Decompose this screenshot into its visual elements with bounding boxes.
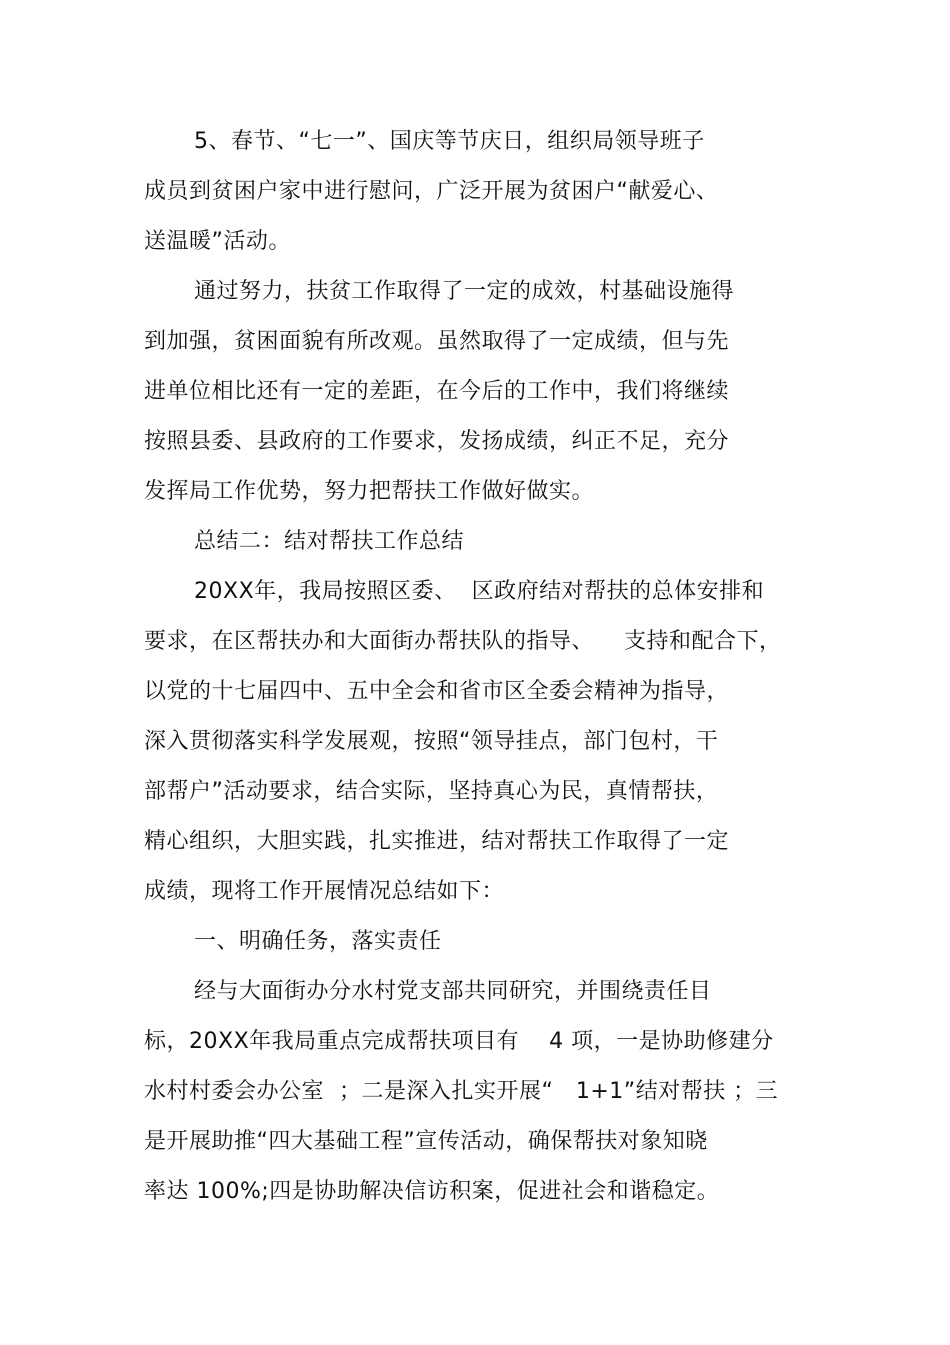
paragraph-line: 20XX年，我局按照区委、 区政府结对帮扶的总体安排和 bbox=[194, 579, 765, 604]
paragraph-line: 送温暖”活动。 bbox=[144, 229, 291, 254]
paragraph-line: 率达 100%;四是协助解决信访积案，促进社会和谐稳定。 bbox=[144, 1179, 720, 1204]
paragraph-line: 部帮户”活动要求，结合实际，坚持真心为民，真情帮扶， bbox=[144, 779, 719, 804]
paragraph-line: 是开展助推“四大基础工程”宣传活动，确保帮扶对象知晓 bbox=[144, 1129, 708, 1154]
paragraph-line: 精心组织，大胆实践，扎实推进，结对帮扶工作取得了一定 bbox=[144, 829, 730, 854]
paragraph-line: 5、春节、“七一”、国庆等节庆日，组织局领导班子 bbox=[194, 129, 705, 154]
paragraph-line: 发挥局工作优势，努力把帮扶工作做好做实。 bbox=[144, 479, 595, 504]
paragraph-line: 要求，在区帮扶办和大面街办帮扶队的指导、 支持和配合下， bbox=[144, 629, 782, 654]
paragraph-line: 通过努力，扶贫工作取得了一定的成效，村基础设施得 bbox=[194, 279, 735, 304]
paragraph-line: 成绩，现将工作开展情况总结如下： bbox=[144, 879, 505, 904]
paragraph-line: 以党的十七届四中、五中全会和省市区全委会精神为指导， bbox=[144, 679, 730, 704]
paragraph-line: 深入贯彻落实科学发展观，按照“领导挂点，部门包村，干 bbox=[144, 729, 719, 754]
section-heading: 总结二：结对帮扶工作总结 bbox=[194, 529, 465, 554]
paragraph-line: 到加强，贫困面貌有所改观。虽然取得了一定成绩，但与先 bbox=[144, 329, 730, 354]
paragraph-line: 进单位相比还有一定的差距，在今后的工作中，我们将继续 bbox=[144, 379, 730, 404]
paragraph-line: 按照县委、县政府的工作要求，发扬成绩，纠正不足，充分 bbox=[144, 429, 730, 454]
paragraph-line: 成员到贫困户家中进行慰问，广泛开展为贫困户“献爱心、 bbox=[144, 179, 719, 204]
paragraph-line: 经与大面街办分水村党支部共同研究，并围绕责任目 bbox=[194, 979, 712, 1004]
paragraph-line: 水村村委会办公室 ；二是深入扎实开展“ 1+1”结对帮扶 ；三 bbox=[144, 1079, 779, 1104]
paragraph-line: 标，20XX年我局重点完成帮扶项目有 4 项，一是协助修建分 bbox=[144, 1029, 774, 1054]
subsection-heading: 一、明确任务，落实责任 bbox=[194, 929, 442, 954]
